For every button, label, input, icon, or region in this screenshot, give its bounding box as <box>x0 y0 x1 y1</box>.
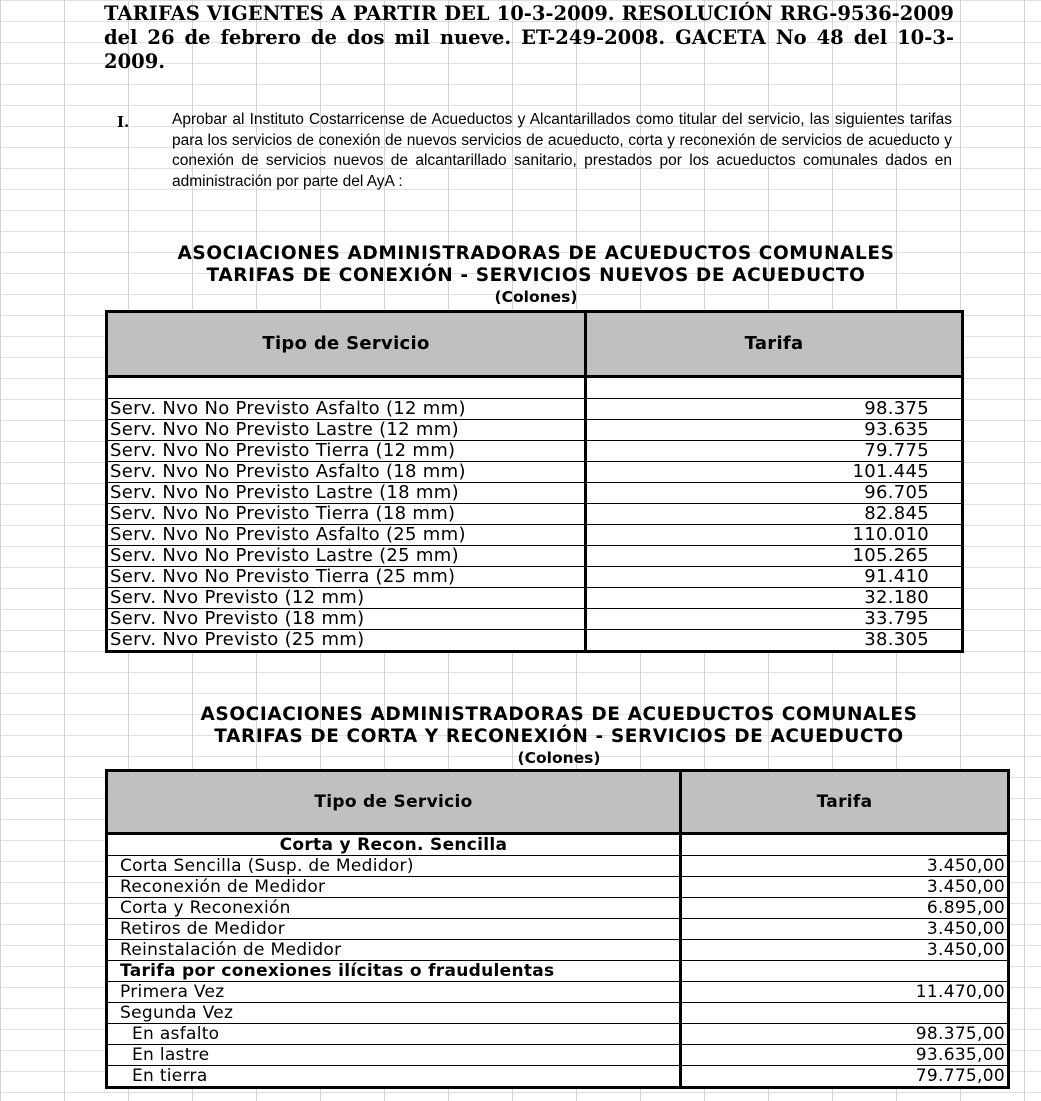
tariff-cell: 3.450,00 <box>680 940 1008 961</box>
service-cell: Serv. Nvo No Previsto Asfalto (25 mm) <box>107 525 586 546</box>
service-cell: Corta y Reconexión <box>107 898 681 919</box>
table-row <box>107 898 1009 919</box>
table1-header-service: Tipo de Servicio <box>107 312 586 377</box>
service-cell: Serv. Nvo No Previsto Tierra (12 mm) <box>107 441 586 462</box>
table1-title-line1: ASOCIACIONES ADMINISTRADORAS DE ACUEDUCTOS COMUNALES <box>177 243 895 264</box>
service-cell: Serv. Nvo No Previsto Tierra (18 mm) <box>107 504 586 525</box>
service-cell: En asfalto <box>107 1024 681 1045</box>
table-row <box>107 483 963 504</box>
table2-title-block <box>104 704 1014 769</box>
table-row <box>107 525 963 546</box>
table-row <box>107 1045 1009 1066</box>
service-cell: Retiros de Medidor <box>107 919 681 940</box>
service-cell: Serv. Nvo No Previsto Lastre (12 mm) <box>107 420 586 441</box>
table2-empty-cell <box>680 834 1008 856</box>
table-row <box>107 940 1009 961</box>
tariff-cell: 96.705 <box>586 483 963 504</box>
table-row <box>107 1003 1009 1024</box>
tariff-cell: 93.635 <box>586 420 963 441</box>
tariff-cell: 93.635,00 <box>680 1045 1008 1066</box>
table2-header-service: Tipo de Servicio <box>107 771 681 834</box>
tariff-cell: 6.895,00 <box>680 898 1008 919</box>
tariff-cell: 98.375,00 <box>680 1024 1008 1045</box>
table-row <box>107 420 963 441</box>
service-cell: En lastre <box>107 1045 681 1066</box>
tariff-cell: 33.795 <box>586 609 963 630</box>
service-cell: Corta Sencilla (Susp. de Medidor) <box>107 856 681 877</box>
table-row <box>107 877 1009 898</box>
table-row <box>107 504 963 525</box>
service-cell: Primera Vez <box>107 982 681 1003</box>
tariff-cell: 11.470,00 <box>680 982 1008 1003</box>
table-row <box>107 919 1009 940</box>
table1-empty-cell <box>107 377 586 399</box>
table-row <box>107 462 963 483</box>
service-cell: En tierra <box>107 1066 681 1088</box>
tariff-cell: 32.180 <box>586 588 963 609</box>
table1-empty-cell <box>586 377 963 399</box>
table-connection-tariffs <box>105 310 964 653</box>
service-cell: Segunda Vez <box>107 1003 681 1024</box>
table2-subheader-simple: Corta y Recon. Sencilla <box>107 834 681 856</box>
table-cut-reconnection-tariffs <box>105 769 1010 1089</box>
table-row <box>107 630 963 652</box>
tariff-cell: 79.775,00 <box>680 1066 1008 1088</box>
table-row <box>107 1024 1009 1045</box>
table-row <box>107 1066 1009 1088</box>
service-cell: Serv. Nvo No Previsto Asfalto (12 mm) <box>107 399 586 420</box>
service-cell: Serv. Nvo No Previsto Lastre (18 mm) <box>107 483 586 504</box>
table-row <box>107 856 1009 877</box>
table1-unit: (Colones) <box>494 288 578 306</box>
tariff-cell: 3.450,00 <box>680 877 1008 898</box>
table2-title-line1: ASOCIACIONES ADMINISTRADORAS DE ACUEDUCTOS COMUNALES <box>200 704 918 725</box>
service-cell: Serv. Nvo Previsto (18 mm) <box>107 609 586 630</box>
table-row <box>107 399 963 420</box>
document-heading: TARIFAS VIGENTES A PARTIR DEL 10-3-2009. RESOLUCIÓN RRG-9536-2009 del 26 de febrero de dos mil nueve. ET-249-2008. GACETA No 48 del 10-3-2009. <box>104 2 954 73</box>
tariff-cell: 101.445 <box>586 462 963 483</box>
table2-empty-cell <box>680 1003 1008 1024</box>
service-cell: Serv. Nvo No Previsto Lastre (25 mm) <box>107 546 586 567</box>
table2-subheader-fraud: Tarifa por conexiones ilícitas o fraudulentas <box>107 961 681 982</box>
service-cell: Serv. Nvo No Previsto Tierra (25 mm) <box>107 567 586 588</box>
table2-empty-cell <box>680 961 1008 982</box>
table-row <box>107 609 963 630</box>
table-row <box>107 982 1009 1003</box>
tariff-cell: 105.265 <box>586 546 963 567</box>
table1-title-block <box>104 243 968 308</box>
tariff-cell: 79.775 <box>586 441 963 462</box>
table2-header-tariff: Tarifa <box>680 771 1008 834</box>
table2-unit: (Colones) <box>517 749 601 767</box>
service-cell: Serv. Nvo No Previsto Asfalto (18 mm) <box>107 462 586 483</box>
table-row <box>107 567 963 588</box>
table2-title-line2: TARIFAS DE CORTA Y RECONEXIÓN - SERVICIOS DE ACUEDUCTO <box>214 726 904 747</box>
table-row <box>107 546 963 567</box>
tariff-cell: 3.450,00 <box>680 856 1008 877</box>
tariff-cell: 3.450,00 <box>680 919 1008 940</box>
tariff-cell: 38.305 <box>586 630 963 652</box>
service-cell: Reinstalación de Medidor <box>107 940 681 961</box>
table-row <box>107 588 963 609</box>
tariff-cell: 110.010 <box>586 525 963 546</box>
tariff-cell: 82.845 <box>586 504 963 525</box>
table1-header-tariff: Tarifa <box>586 312 963 377</box>
table1-title-line2: TARIFAS DE CONEXIÓN - SERVICIOS NUEVOS DE ACUEDUCTO <box>206 265 866 286</box>
resolution-marker: I. <box>117 113 130 131</box>
tariff-cell: 91.410 <box>586 567 963 588</box>
service-cell: Serv. Nvo Previsto (25 mm) <box>107 630 586 652</box>
resolution-text: Aprobar al Instituto Costarricense de Acueductos y Alcantarillados como titular del servicio, las siguientes tarifas para los servicios de conexión de nuevos servicios de acueducto, corta y reconexión de servicios de acueducto y conexión de servicios nuevos de alcantarillado sanitario, prestados por los acueductos comunales dados en administración por parte del AyA : <box>172 111 952 190</box>
tariff-cell: 98.375 <box>586 399 963 420</box>
table-row <box>107 441 963 462</box>
service-cell: Reconexión de Medidor <box>107 877 681 898</box>
service-cell: Serv. Nvo Previsto (12 mm) <box>107 588 586 609</box>
